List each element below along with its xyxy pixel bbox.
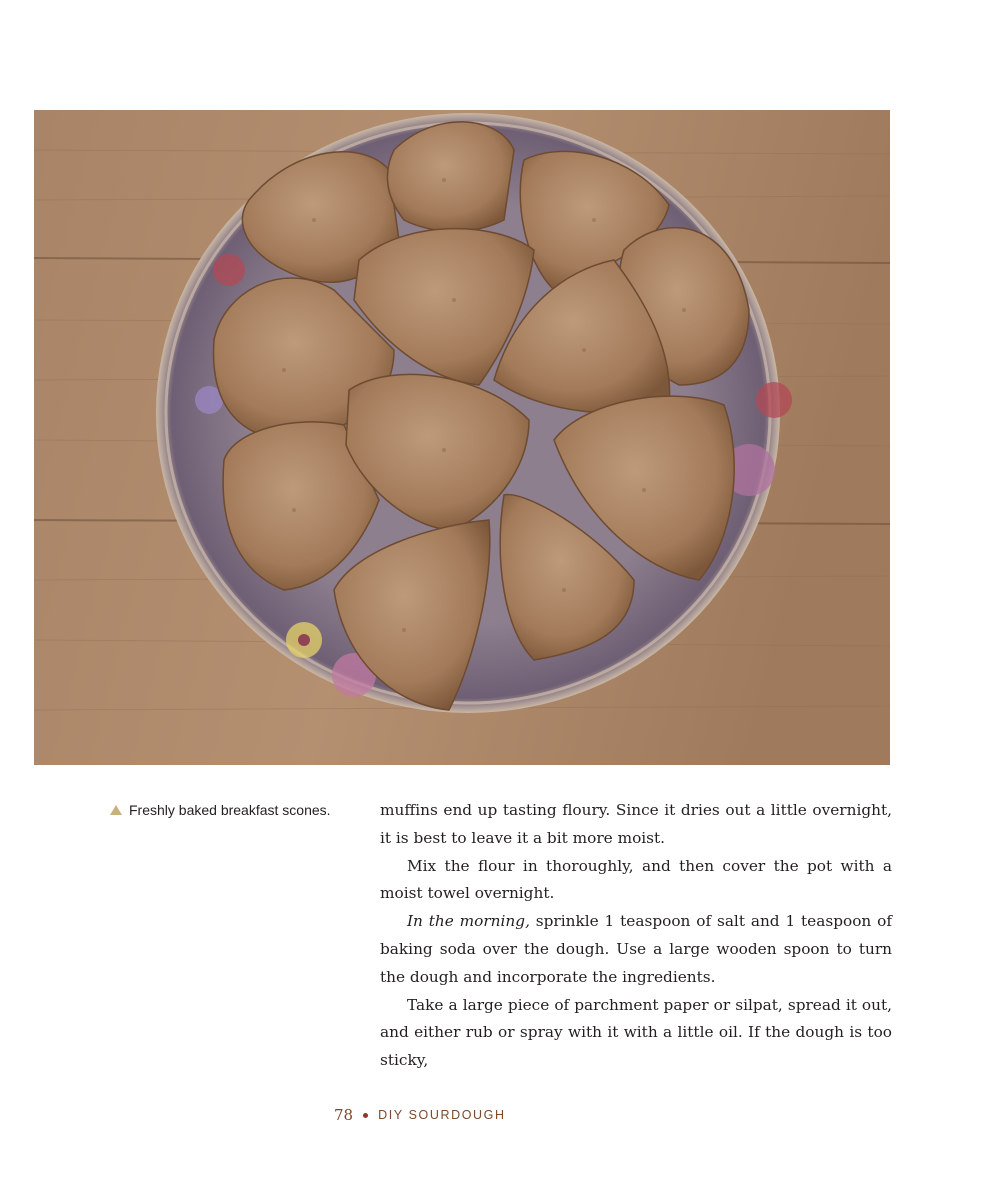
paragraph: Take a large piece of parchment paper or silpat, spread it out, and either rub or spray with it with a little oil. If the dough is too sticky,: [380, 995, 892, 1070]
emphasis-text: In the morning,: [407, 912, 530, 931]
body-text: [380, 797, 892, 1075]
page-footer: [334, 1106, 506, 1124]
caption-text: Freshly baked breakfast scones.: [129, 802, 331, 818]
triangle-marker-icon: [110, 805, 122, 815]
photo-caption: [110, 802, 360, 818]
bullet-dot-icon: [363, 1113, 368, 1118]
page-number: 78: [334, 1106, 354, 1124]
paragraph: Mix the flour in thoroughly, and then cover the pot with a moist towel overnight.: [380, 856, 892, 903]
book-title: DIY SOURDOUGH: [378, 1108, 506, 1122]
paragraph-text: sprinkle 1 teaspoon of salt and 1 teaspoon of baking soda over the dough. Use a large wooden spoon to turn the dough and incorporate the ingredients.: [380, 912, 892, 986]
paragraph: [380, 908, 892, 991]
scones-photo: [34, 110, 890, 765]
paragraph: muffins end up tasting floury. Since it dries out a little overnight, it is best to leave it a bit more moist.: [380, 801, 892, 847]
